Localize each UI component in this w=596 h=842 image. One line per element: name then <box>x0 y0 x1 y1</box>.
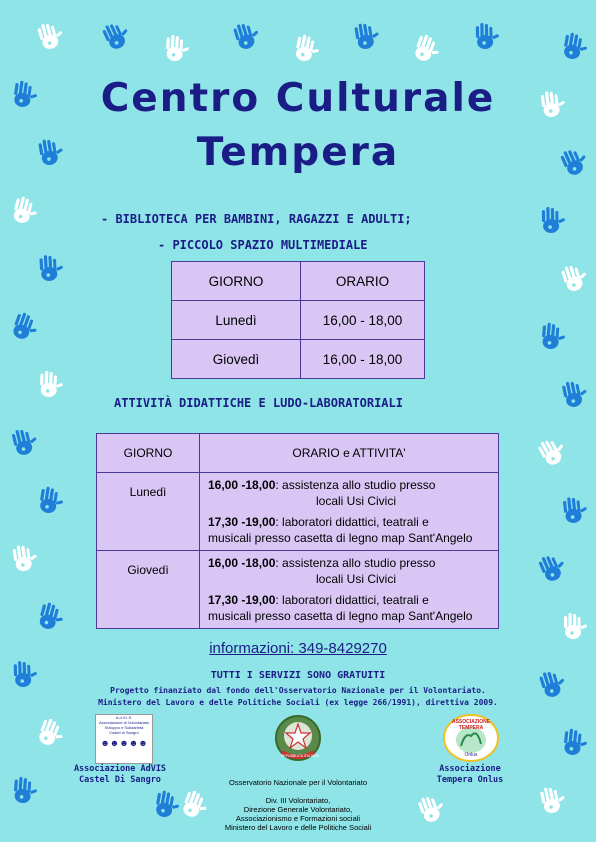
activity-time: 17,30 -19,00 <box>208 593 276 607</box>
service-multimedia: - PICCOLO SPAZIO MULTIMEDIALE <box>158 238 368 252</box>
people-icon: ☻☻☻☻☻ <box>100 738 148 748</box>
footer-line1: Div. III Volontariato, <box>265 796 331 805</box>
table-cell-day: Giovedì <box>97 551 200 629</box>
logo-text: Castel di Sangro <box>109 730 139 735</box>
activity-text: locali Usi Civici <box>316 494 397 508</box>
emblem-label: Osservatorio Nazionale per il Volontariato <box>229 778 367 787</box>
table-cell-day: Giovedì <box>172 340 301 379</box>
footer-line3: Associazionismo e Formazioni sociali <box>235 814 361 823</box>
table-header-row <box>172 262 425 301</box>
handprint-icon <box>535 321 568 354</box>
activity-time: 16,00 -18,00 <box>208 556 276 570</box>
handprint-icon <box>531 433 572 474</box>
table-header: ORARIO <box>301 262 425 301</box>
advis-logo <box>95 714 153 764</box>
activity-text: musicali presso casetta di legno map Sant'Angelo <box>208 531 473 545</box>
handprint-icon <box>31 599 68 636</box>
info-phone-link[interactable]: informazioni: 349-8429270 <box>209 640 387 657</box>
table-row <box>97 551 499 629</box>
tempera-label1: Associazione <box>439 764 501 774</box>
handprint-icon <box>348 20 382 54</box>
table-row <box>172 301 425 340</box>
activities-table <box>96 433 499 629</box>
logo-text: A.d.V.I.S. <box>115 715 133 720</box>
funding-line1: Progetto finanziato dal fondo dell'Osservatorio Nazionale per il Volontariato. <box>110 686 486 695</box>
table-header: GIORNO <box>172 262 301 301</box>
handprint-icon <box>32 484 66 518</box>
table-cell-activity <box>200 551 499 629</box>
table-cell-activity <box>200 473 499 551</box>
table-cell-day: Lunedì <box>172 301 301 340</box>
handprint-icon <box>7 775 39 807</box>
handprint-icon <box>557 727 590 760</box>
activity-text: : laboratori didattici, teatrali e <box>275 515 429 529</box>
handprint-icon <box>287 31 323 67</box>
handprint-icon <box>470 22 501 53</box>
page-title-line2: Tempera <box>196 130 400 175</box>
handprint-icon <box>533 783 568 818</box>
activities-heading: ATTIVITÀ DIDATTICHE E LUDO-LABORATORIALI <box>114 396 403 410</box>
handprint-icon <box>555 377 591 413</box>
logo-text: Sviluppo e Solidarietà <box>104 725 144 730</box>
service-library: - BIBLIOTECA PER BAMBINI, RAGAZZI E ADULTI; <box>101 212 412 226</box>
handprint-icon <box>5 193 41 229</box>
advis-label1: Associazione AdVIS <box>73 764 167 774</box>
handprint-icon <box>556 30 591 65</box>
page-title-line1: Centro Culturale <box>100 76 496 121</box>
handprint-icon <box>5 425 41 461</box>
handprint-icon <box>30 714 69 753</box>
handprint-icon <box>557 495 590 528</box>
handprint-icon <box>536 206 567 237</box>
funding-line2: Ministero del Lavoro e delle Politiche Sociali (ex legge 266/1991), direttiva 2009. <box>98 698 498 707</box>
table-header: GIORNO <box>97 434 200 473</box>
tempera-ring-text: ASSOCIAZIONE TEMPERA <box>451 719 491 731</box>
tempera-inner-text: Onlus <box>464 752 478 758</box>
handprint-icon <box>159 33 191 65</box>
handprint-icon <box>226 18 263 55</box>
handprint-icon <box>33 253 65 285</box>
tempera-label2: Tempera Onlus <box>436 775 504 785</box>
free-services-note: TUTTI I SERVIZI SONO GRATUITI <box>210 670 386 681</box>
activity-text: musicali presso casetta di legno map Sant'Angelo <box>208 609 473 623</box>
logo-text: Associazione di Volontariato <box>98 720 150 725</box>
handprint-icon <box>31 19 68 56</box>
handprint-icon <box>411 791 449 829</box>
footer-line2: Direzione Generale Volontariato, <box>243 805 353 814</box>
emblem-text: REPUBBLICA ITALIANA <box>280 754 320 758</box>
advis-label2: Castel Di Sangro <box>79 775 161 785</box>
handprint-icon <box>6 542 40 576</box>
activity-time: 17,30 -19,00 <box>208 515 276 529</box>
handprint-icon <box>33 369 65 401</box>
table-cell-time: 16,00 - 18,00 <box>301 301 425 340</box>
handprint-icon <box>558 612 588 642</box>
footer-line4: Ministero del Lavoro e delle Politiche Sociali <box>224 823 372 832</box>
activity-text: locali Usi Civici <box>316 572 397 586</box>
handprint-icon <box>531 549 570 588</box>
table-cell-time: 16,00 - 18,00 <box>301 340 425 379</box>
activity-text: : assistenza allo studio presso <box>275 556 436 570</box>
activity-text: : assistenza allo studio presso <box>275 478 436 492</box>
table-row <box>97 473 499 551</box>
table-header: ORARIO e ATTIVITA' <box>200 434 499 473</box>
library-schedule-table <box>171 261 425 379</box>
table-header-row <box>97 434 499 473</box>
handprint-icon <box>554 260 592 298</box>
handprint-icon <box>406 30 444 68</box>
table-cell-day: Lunedì <box>97 473 200 551</box>
handprint-icon <box>4 308 42 346</box>
activity-time: 16,00 -18,00 <box>208 478 276 492</box>
activity-text: : laboratori didattici, teatrali e <box>275 593 429 607</box>
handprint-icon <box>95 17 135 57</box>
table-row <box>172 340 425 379</box>
